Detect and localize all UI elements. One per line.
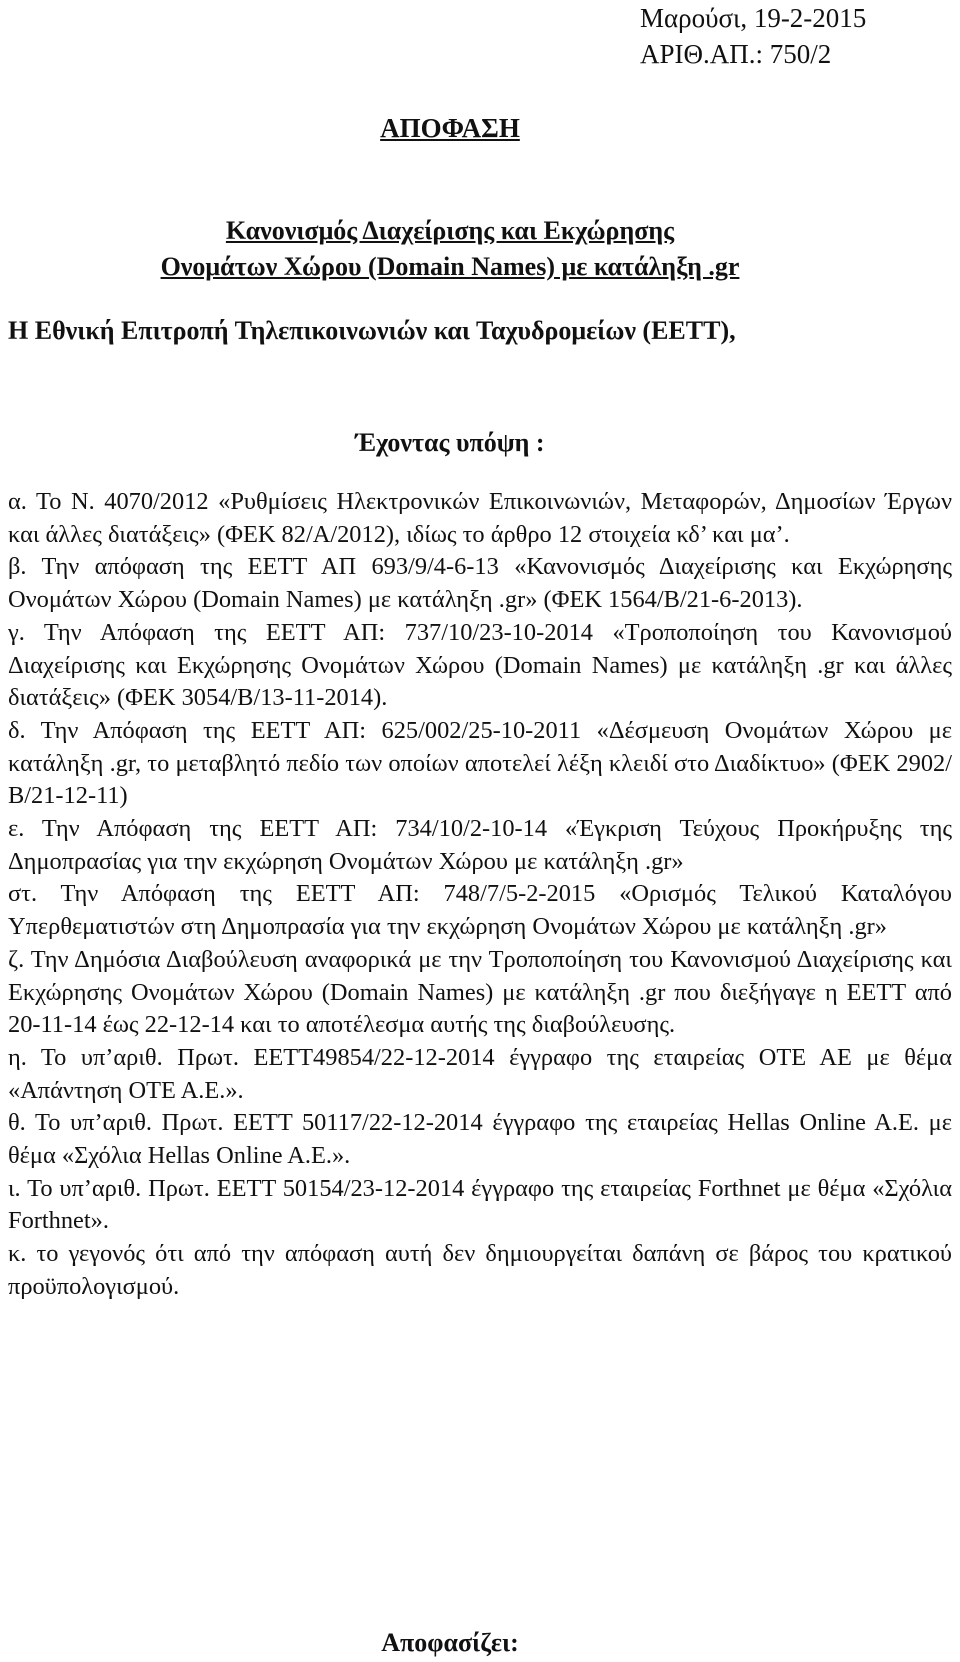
place-date: Μαρούσι, 19-2-2015	[640, 3, 867, 33]
consideration-item-d: δ. Την Απόφαση της ΕΕΤΤ ΑΠ: 625/002/25-10-2011 «Δέσμευση Ονομάτων Χώρου με κατάληξη .gr, το μεταβλητό πεδίο των οποίων αποτελεί λέξη κλειδί στο Διαδίκτυο» (ΦΕΚ 2902/Β/21-12-11)	[8, 716, 952, 810]
consideration-item-k: κ. το γεγονός ότι από την απόφαση αυτή δεν δημιουργείται δαπάνη σε βάρος του κρατικού προϋπολογισμού.	[8, 1240, 952, 1300]
reference-number: ΑΡΙΘ.ΑΠ.: 750/2	[640, 39, 832, 69]
document-title: ΑΠΟΦΑΣΗ	[380, 113, 520, 143]
consideration-item-c: γ. Την Απόφαση της ΕΕΤΤ ΑΠ: 737/10/23-10-2014 «Τροποποίηση του Κανονισμού Διαχείρισης και Εκχώρησης Ονομάτων Χώρου (Domain Names) με κατάληξη .gr και άλλες διατάξεις» (ΦΕΚ 3054/Β/13-11-2014).	[8, 618, 952, 712]
subtitle-line-2: Ονομάτων Χώρου (Domain Names) με κατάληξη .gr	[160, 252, 740, 281]
consideration-item-iota: ι. Το υπ’αριθ. Πρωτ. ΕΕΤΤ 50154/23-12-2014 έγγραφο της εταιρείας Forthnet με θέμα «Σχόλια Forthnet».	[8, 1174, 952, 1235]
decides-heading: Αποφασίζει:	[381, 1628, 519, 1657]
consideration-item-st: στ. Την Απόφαση της ΕΕΤΤ ΑΠ: 748/7/5-2-2015 «Ορισμός Τελικού Καταλόγου Υπερθεματιστών στη Δημοπρασία για την εκχώρηση Ονομάτων Χώρου με κατάληξη .gr»	[8, 880, 952, 941]
document-subtitle	[0, 213, 900, 285]
consideration-item-th: θ. Το υπ’αριθ. Πρωτ. ΕΕΤΤ 50117/22-12-2014 έγγραφο της εταιρείας Hellas Online A.E. με θέμα «Σχόλια Hellas Online A.E.».	[8, 1109, 952, 1170]
considering-heading: Έχοντας υπόψη :	[355, 428, 545, 457]
consideration-item-z: ζ. Την Δημόσια Διαβούλευση αναφορικά με την Τροποποίηση του Κανονισμού Διαχείρισης και Εκχώρησης Ονομάτων Χώρου (Domain Names) με κατάληξη .gr που διεξήγαγε η ΕΕΤΤ από 20-11-14 έως 22-12-14 και το αποτέλεσμα αυτής της διαβούλευσης.	[8, 945, 952, 1039]
considerations-list	[8, 486, 952, 1304]
consideration-item-b: β. Την απόφαση της ΕΕΤΤ ΑΠ 693/9/4-6-13 «Κανονισμός Διαχείρισης και Εκχώρησης Ονομάτων Χώρου (Domain Names) με κατάληξη .gr» (ΦΕΚ 1564/Β/21-6-2013).	[8, 553, 952, 614]
consideration-item-a: α. Το Ν. 4070/2012 «Ρυθμίσεις Ηλεκτρονικών Επικοινωνιών, Μεταφορών, Δημοσίων Έργων και άλλες διατάξεις» (ΦΕΚ 82/Α/2012), ιδίως το άρθρο 12 στοιχεία κδ’ και μα’.	[8, 488, 952, 548]
consideration-item-e: ε. Την Απόφαση της ΕΕΤΤ ΑΠ: 734/10/2-10-14 «Έγκριση Τεύχους Προκήρυξης της Δημοπρασίας για την εκχώρηση Ονομάτων Χώρου με κατάληξη .gr»	[8, 815, 952, 875]
issuing-authority: Η Εθνική Επιτροπή Τηλεπικοινωνιών και Ταχυδρομείων (ΕΕΤΤ),	[8, 316, 736, 345]
subtitle-line-1: Κανονισμός Διαχείρισης και Εκχώρησης	[225, 216, 675, 245]
header-block	[640, 0, 866, 72]
consideration-item-i: η. Το υπ’αριθ. Πρωτ. ΕΕΤΤ49854/22-12-2014 έγγραφο της εταιρείας ΟΤΕ ΑΕ με θέμα «Απάντηση ΟΤΕ Α.Ε.».	[8, 1043, 952, 1104]
